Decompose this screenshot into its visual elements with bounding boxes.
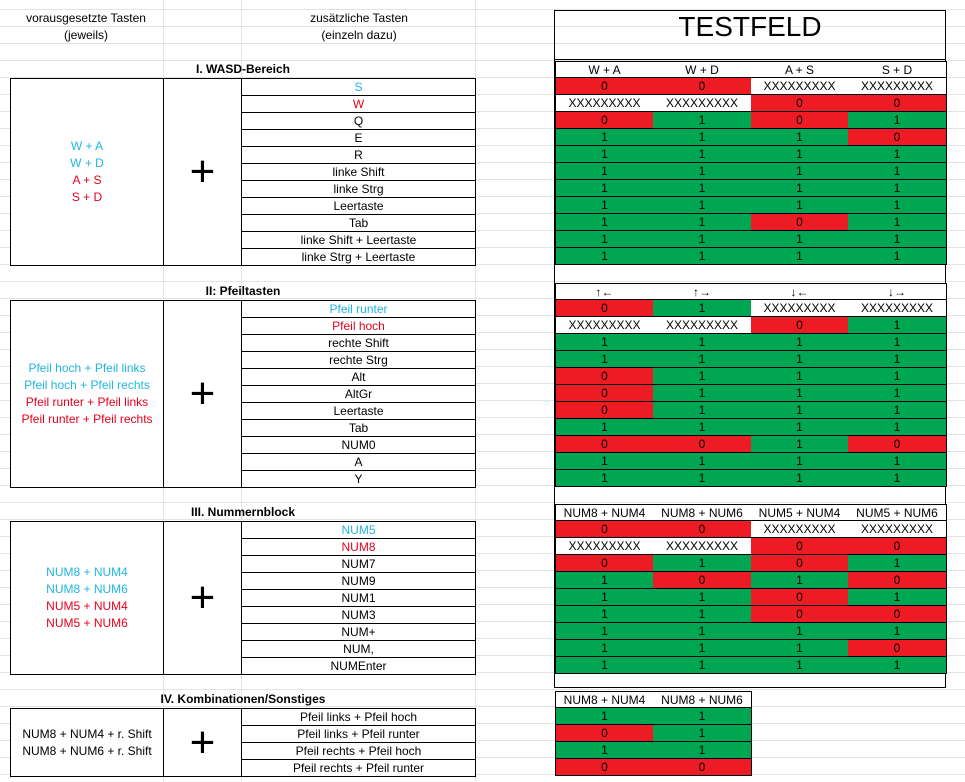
plus-sign: + bbox=[189, 369, 216, 418]
result-cell: 0 bbox=[751, 589, 849, 606]
result-cell: 1 bbox=[653, 248, 752, 265]
result-cell: 1 bbox=[653, 368, 752, 385]
result-cell: XXXXXXXXX bbox=[751, 78, 849, 95]
result-cell: 1 bbox=[555, 470, 654, 487]
plus-box bbox=[163, 708, 242, 777]
result-cell: 0 bbox=[555, 521, 654, 538]
result-cell: 1 bbox=[751, 436, 849, 453]
result-cell: 1 bbox=[751, 180, 849, 197]
result-cell: 1 bbox=[848, 623, 947, 640]
prereq-item: Pfeil hoch + Pfeil links bbox=[28, 361, 146, 375]
key-cell: NUM5 bbox=[242, 522, 475, 539]
result-cell: 0 bbox=[848, 95, 947, 112]
result-cell: 1 bbox=[555, 606, 654, 623]
key-cell: linke Shift bbox=[242, 164, 475, 181]
key-cell: Pfeil rechts + Pfeil runter bbox=[292, 761, 425, 775]
result-cell: 0 bbox=[555, 78, 654, 95]
result-cell: 1 bbox=[848, 453, 947, 470]
result-cell: 1 bbox=[653, 640, 752, 657]
result-cell: 1 bbox=[848, 657, 947, 674]
key-cell: linke Shift + Leertaste bbox=[242, 232, 475, 249]
key-cell: Pfeil runter bbox=[242, 301, 475, 318]
result-cell: 1 bbox=[653, 657, 752, 674]
result-cell: 1 bbox=[653, 589, 752, 606]
key-cell: NUM1 bbox=[242, 590, 475, 607]
key-cell: A bbox=[242, 454, 475, 471]
result-cell: 1 bbox=[751, 623, 849, 640]
result-cell: 1 bbox=[653, 112, 752, 129]
result-cell: 0 bbox=[555, 555, 654, 572]
result-column-header: NUM8 + NUM6 bbox=[653, 691, 752, 708]
result-cell: 1 bbox=[555, 163, 654, 180]
result-cell: XXXXXXXXX bbox=[653, 95, 752, 112]
result-column-header: W + D bbox=[653, 61, 752, 78]
key-cell: NUM+ bbox=[242, 624, 475, 641]
result-cell: 1 bbox=[653, 725, 752, 742]
section-title: II: Pfeiltasten bbox=[205, 284, 281, 298]
key-cell: Q bbox=[242, 113, 475, 130]
key-cell: Pfeil links + Pfeil runter bbox=[242, 726, 475, 743]
key-cell: NUM3 bbox=[242, 607, 475, 624]
prereq-item: Pfeil runter + Pfeil rechts bbox=[21, 412, 153, 426]
key-cell: S bbox=[242, 79, 475, 96]
key-cell: Pfeil links + Pfeil hoch bbox=[242, 709, 475, 726]
plus-sign: + bbox=[189, 573, 216, 622]
result-cell: 1 bbox=[848, 589, 947, 606]
result-cell: 1 bbox=[555, 453, 654, 470]
result-cell: 1 bbox=[848, 214, 947, 231]
result-cell: 1 bbox=[653, 708, 752, 725]
result-column-header: A + S bbox=[751, 61, 849, 78]
result-cell: 0 bbox=[555, 436, 654, 453]
key-cell: Leertaste bbox=[242, 403, 475, 420]
result-cell: 0 bbox=[653, 572, 752, 589]
plus-box bbox=[163, 521, 242, 675]
result-column-header: NUM8 + NUM6 bbox=[653, 504, 752, 521]
result-cell: 1 bbox=[751, 640, 849, 657]
result-cell: 1 bbox=[751, 351, 849, 368]
key-cell: W bbox=[242, 96, 475, 113]
result-cell: 0 bbox=[653, 521, 752, 538]
result-cell: 1 bbox=[555, 742, 654, 759]
result-cell: 1 bbox=[751, 470, 849, 487]
result-cell: 0 bbox=[653, 436, 752, 453]
result-cell: 0 bbox=[751, 538, 849, 555]
result-cell: 0 bbox=[555, 759, 654, 776]
result-cell: 0 bbox=[751, 112, 849, 129]
prereq-box bbox=[10, 708, 164, 777]
result-cell: 0 bbox=[848, 129, 947, 146]
result-cell: 1 bbox=[555, 146, 654, 163]
result-cell: 1 bbox=[555, 708, 654, 725]
prereq-item: Pfeil runter + Pfeil links bbox=[25, 395, 149, 409]
result-column-header: NUM5 + NUM4 bbox=[751, 504, 849, 521]
key-cell: E bbox=[242, 130, 475, 147]
prereq-item: Pfeil hoch + Pfeil rechts bbox=[24, 378, 150, 392]
result-cell: 1 bbox=[751, 402, 849, 419]
result-cell: 1 bbox=[555, 640, 654, 657]
result-cell: XXXXXXXXX bbox=[555, 95, 654, 112]
result-cell: 1 bbox=[653, 742, 752, 759]
result-cell: 1 bbox=[848, 385, 947, 402]
result-cell: 1 bbox=[848, 180, 947, 197]
result-cell: 0 bbox=[555, 368, 654, 385]
result-column-header: NUM5 + NUM6 bbox=[848, 504, 947, 521]
prereq-item: A + S bbox=[72, 173, 102, 187]
key-cell: NUM9 bbox=[242, 573, 475, 590]
result-cell: 1 bbox=[751, 197, 849, 214]
result-cell: 1 bbox=[751, 657, 849, 674]
keys-list bbox=[241, 300, 476, 488]
result-cell: 1 bbox=[653, 385, 752, 402]
result-cell: 1 bbox=[653, 197, 752, 214]
result-cell: 0 bbox=[751, 95, 849, 112]
prereq-header bbox=[10, 10, 162, 44]
prereq-header-line1: vorausgesetzte Tasten bbox=[26, 11, 146, 25]
result-cell: 1 bbox=[555, 231, 654, 248]
result-cell: 1 bbox=[751, 334, 849, 351]
result-cell: 1 bbox=[848, 368, 947, 385]
plus-sign: + bbox=[189, 147, 216, 196]
result-cell: 1 bbox=[555, 589, 654, 606]
result-cell: 1 bbox=[751, 453, 849, 470]
result-cell: 1 bbox=[848, 555, 947, 572]
result-cell: 1 bbox=[555, 180, 654, 197]
key-cell: Pfeil hoch bbox=[242, 318, 475, 335]
prereq-item: W + D bbox=[70, 156, 104, 170]
section-title: I. WASD-Bereich bbox=[195, 62, 291, 76]
result-cell: 1 bbox=[653, 129, 752, 146]
result-cell: 1 bbox=[848, 317, 947, 334]
result-cell: 1 bbox=[848, 197, 947, 214]
result-cell: 1 bbox=[555, 572, 654, 589]
result-cell: 1 bbox=[848, 402, 947, 419]
result-cell: 1 bbox=[848, 146, 947, 163]
result-cell: 0 bbox=[555, 402, 654, 419]
result-cell: XXXXXXXXX bbox=[848, 78, 947, 95]
result-cell: 1 bbox=[653, 470, 752, 487]
extra-header bbox=[242, 10, 476, 44]
keys-list bbox=[241, 521, 476, 675]
result-cell: 0 bbox=[848, 640, 947, 657]
result-cell: 1 bbox=[555, 248, 654, 265]
result-cell: 0 bbox=[555, 300, 654, 317]
result-cell: 0 bbox=[653, 78, 752, 95]
result-cell: 0 bbox=[751, 317, 849, 334]
prereq-box bbox=[10, 521, 164, 675]
result-cell: 1 bbox=[848, 112, 947, 129]
key-cell: Pfeil rechts + Pfeil hoch bbox=[242, 743, 475, 760]
result-cell: 1 bbox=[555, 214, 654, 231]
result-cell: 0 bbox=[555, 385, 654, 402]
key-cell: Alt bbox=[242, 369, 475, 386]
result-cell: 1 bbox=[653, 419, 752, 436]
result-cell: 1 bbox=[653, 555, 752, 572]
result-cell: 1 bbox=[751, 129, 849, 146]
section-title: III. Nummernblock bbox=[190, 505, 296, 519]
result-cell: 1 bbox=[653, 334, 752, 351]
result-cell: 0 bbox=[848, 436, 947, 453]
key-cell: NUM7 bbox=[242, 556, 475, 573]
result-column-header: ↓→ bbox=[848, 283, 947, 300]
prereq-item: NUM8 + NUM6 + r. Shift bbox=[22, 743, 152, 758]
plus-box bbox=[163, 300, 242, 488]
result-cell: 0 bbox=[848, 606, 947, 623]
result-column-header: ↓← bbox=[751, 283, 849, 300]
result-cell: 1 bbox=[653, 163, 752, 180]
prereq-item: W + A bbox=[70, 139, 104, 153]
key-cell: R bbox=[242, 147, 475, 164]
plus-box bbox=[163, 78, 242, 266]
result-cell: XXXXXXXXX bbox=[848, 300, 947, 317]
result-cell: 1 bbox=[653, 146, 752, 163]
result-cell: 1 bbox=[751, 572, 849, 589]
result-cell: 0 bbox=[751, 214, 849, 231]
result-cell: 0 bbox=[555, 112, 654, 129]
result-cell: 1 bbox=[848, 334, 947, 351]
key-cell: Tab bbox=[242, 420, 475, 437]
prereq-box bbox=[10, 300, 164, 488]
result-cell: XXXXXXXXX bbox=[555, 317, 654, 334]
result-cell: 1 bbox=[751, 163, 849, 180]
key-cell: AltGr bbox=[242, 386, 475, 403]
result-column-header: S + D bbox=[848, 61, 947, 78]
result-cell: 0 bbox=[751, 555, 849, 572]
result-cell: 1 bbox=[555, 334, 654, 351]
plus-sign: + bbox=[189, 717, 216, 767]
prereq-item: NUM8 + NUM4 bbox=[46, 565, 128, 579]
key-cell: NUMEnter bbox=[330, 659, 387, 673]
result-cell: 1 bbox=[555, 419, 654, 436]
result-cell: 1 bbox=[653, 180, 752, 197]
key-cell: NUM8 bbox=[242, 539, 475, 556]
result-cell: 1 bbox=[848, 470, 947, 487]
prereq-item: NUM8 + NUM4 + r. Shift bbox=[22, 726, 152, 741]
result-cell: XXXXXXXXX bbox=[653, 317, 752, 334]
prereq-item: S + D bbox=[71, 190, 103, 204]
result-column-header: W + A bbox=[555, 61, 654, 78]
result-cell: 1 bbox=[653, 351, 752, 368]
result-cell: 1 bbox=[653, 214, 752, 231]
result-column-header: ↑→ bbox=[653, 283, 752, 300]
prereq-item: NUM5 + NUM6 bbox=[46, 616, 128, 630]
prereq-header-line2: (jeweils) bbox=[63, 28, 108, 42]
key-cell: rechte Shift bbox=[242, 335, 475, 352]
result-column-header: ↑← bbox=[555, 283, 654, 300]
result-column-header: NUM8 + NUM4 bbox=[555, 504, 654, 521]
key-cell: NUM, bbox=[242, 641, 475, 658]
prereq-item: NUM8 + NUM6 bbox=[46, 582, 128, 596]
key-cell: linke Strg bbox=[242, 181, 475, 198]
result-cell: XXXXXXXXX bbox=[848, 521, 947, 538]
section-title: IV. Kombinationen/Sonstiges bbox=[160, 692, 326, 706]
extra-header-line2: (einzeln dazu) bbox=[321, 28, 397, 42]
result-cell: XXXXXXXXX bbox=[751, 300, 849, 317]
result-cell: 0 bbox=[653, 759, 752, 776]
key-cell: Y bbox=[354, 472, 363, 486]
testfeld-title: TESTFELD bbox=[555, 10, 945, 60]
extra-header-line1: zusätzliche Tasten bbox=[310, 11, 408, 25]
result-cell: 1 bbox=[751, 419, 849, 436]
result-cell: 1 bbox=[848, 351, 947, 368]
result-cell: 1 bbox=[555, 351, 654, 368]
keys-list bbox=[241, 708, 476, 777]
result-cell: 1 bbox=[555, 623, 654, 640]
result-cell: 1 bbox=[751, 368, 849, 385]
key-cell: Tab bbox=[242, 215, 475, 232]
result-cell: 1 bbox=[653, 231, 752, 248]
result-cell: XXXXXXXXX bbox=[555, 538, 654, 555]
key-cell: rechte Strg bbox=[242, 352, 475, 369]
result-cell: 1 bbox=[653, 623, 752, 640]
result-cell: 0 bbox=[848, 572, 947, 589]
result-cell: XXXXXXXXX bbox=[751, 521, 849, 538]
result-cell: 1 bbox=[653, 402, 752, 419]
result-cell: 1 bbox=[848, 419, 947, 436]
result-cell: 1 bbox=[751, 231, 849, 248]
result-cell: 1 bbox=[555, 129, 654, 146]
result-cell: 1 bbox=[848, 163, 947, 180]
result-cell: XXXXXXXXX bbox=[653, 538, 752, 555]
result-cell: 1 bbox=[653, 300, 752, 317]
result-cell: 1 bbox=[751, 248, 849, 265]
result-cell: 1 bbox=[555, 657, 654, 674]
result-cell: 1 bbox=[848, 231, 947, 248]
key-cell: Leertaste bbox=[242, 198, 475, 215]
prereq-item: NUM5 + NUM4 bbox=[46, 599, 128, 613]
result-cell: 1 bbox=[751, 385, 849, 402]
result-cell: 1 bbox=[751, 146, 849, 163]
result-cell: 0 bbox=[848, 538, 947, 555]
result-cell: 0 bbox=[555, 725, 654, 742]
prereq-box bbox=[10, 78, 164, 266]
result-column-header: NUM8 + NUM4 bbox=[555, 691, 654, 708]
result-cell: 0 bbox=[751, 606, 849, 623]
result-cell: 1 bbox=[653, 453, 752, 470]
key-cell: NUM0 bbox=[242, 437, 475, 454]
result-cell: 1 bbox=[555, 197, 654, 214]
result-cell: 1 bbox=[848, 248, 947, 265]
keys-list bbox=[241, 78, 476, 266]
key-cell: linke Strg + Leertaste bbox=[301, 250, 416, 264]
result-cell: 1 bbox=[653, 606, 752, 623]
